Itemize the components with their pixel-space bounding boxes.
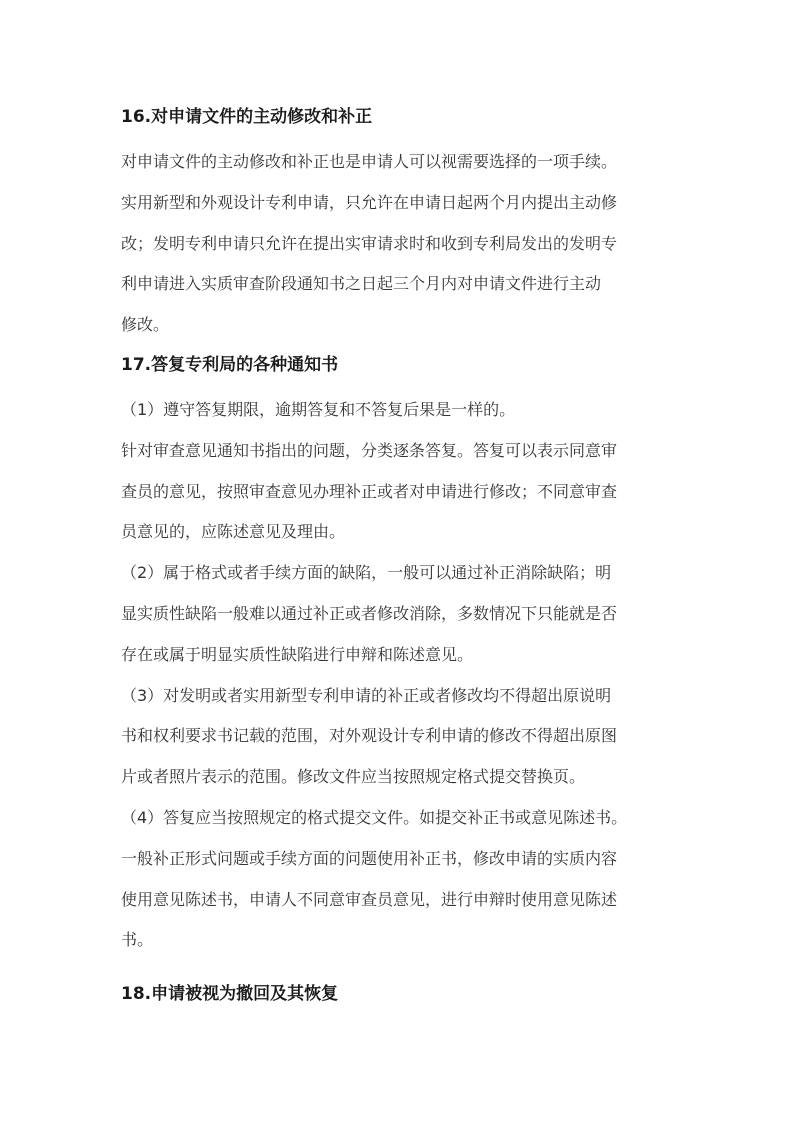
- text-line: （4）答复应当按照规定的格式提交文件。如提交补正书或意见陈述书。: [121, 807, 628, 827]
- text-line: 员意见的，应陈述意见及理由。: [121, 522, 346, 542]
- document-content: [121, 98, 681, 1013]
- section-17-paragraph-2: [121, 553, 681, 675]
- text-line: 使用意见陈述书，申请人不同意审查员意见，进行申辩时使用意见陈述: [121, 889, 618, 909]
- text-line: 利申请进入实质审查阶段通知书之日起三个月内对申请文件进行主动: [121, 274, 602, 294]
- text-line: （2）属于格式或者手续方面的缺陷，一般可以通过补正消除缺陷；明: [121, 563, 612, 583]
- text-line: 一般补正形式问题或手续方面的问题使用补正书，修改申请的实质内容: [121, 848, 618, 868]
- section-17-heading: 17.答复专利局的各种通知书: [121, 354, 339, 375]
- text-line: 查员的意见，按照审查意见办理补正或者对申请进行修改；不同意审查: [121, 481, 618, 501]
- text-line: 存在或属于明显实质性缺陷进行申辩和陈述意见。: [121, 644, 474, 664]
- text-line: 针对审查意见通知书指出的问题，分类逐条答复。答复可以表示同意审: [121, 440, 618, 460]
- section-17-paragraph-3: [121, 676, 681, 798]
- text-line: 改；发明专利申请只允许在提出实审请求时和收到专利局发出的发明专: [121, 233, 618, 253]
- text-line: 书。: [121, 930, 154, 950]
- text-line: 对申请文件的主动修改和补正也是申请人可以视需要选择的一项手续。: [121, 152, 618, 171]
- section-16-paragraph-1: [121, 142, 681, 346]
- text-line: （3）对发明或者实用新型专利申请的补正或者修改均不得超出原说明: [121, 685, 612, 705]
- text-line: （1）遵守答复期限，逾期答复和不答复后果是一样的。: [121, 399, 516, 419]
- section-17-paragraph-4: [121, 798, 681, 961]
- section-16-heading: 16.对申请文件的主动修改和补正: [121, 107, 373, 127]
- text-line: 片或者照片表示的范围。修改文件应当按照规定格式提交替换页。: [121, 767, 586, 787]
- section-18-heading: 18.申请被视为撤回及其恢复: [121, 984, 339, 1005]
- text-line: 实用新型和外观设计专利申请，只允许在申请日起两个月内提出主动修: [121, 192, 618, 212]
- section-17-paragraph-1: [121, 390, 681, 553]
- text-line: 书和权利要求书记载的范围，对外观设计专利申请的修改不得超出原图: [121, 726, 618, 746]
- text-line: 修改。: [121, 315, 170, 335]
- text-line: 显实质性缺陷一般难以通过补正或者修改消除，多数情况下只能就是否: [121, 603, 618, 623]
